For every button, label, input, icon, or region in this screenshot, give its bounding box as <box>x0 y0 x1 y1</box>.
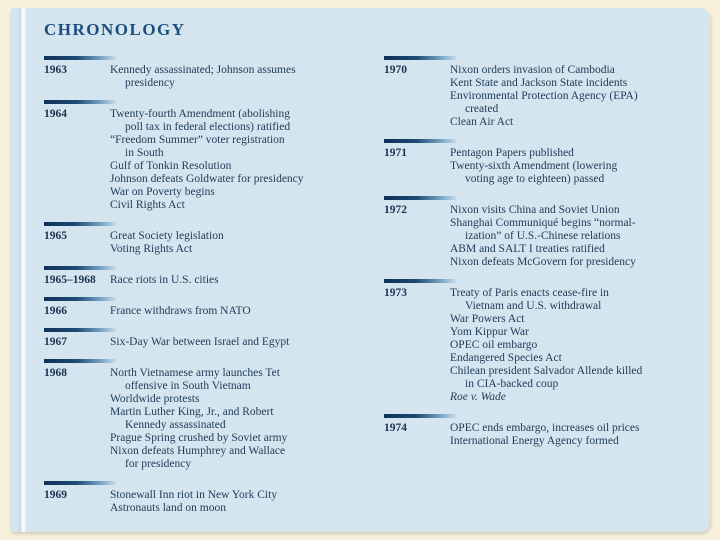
event-list <box>110 64 362 90</box>
event-list <box>450 287 699 404</box>
event-line: ization” of U.S.-Chinese relations <box>465 230 621 242</box>
timeline-entry <box>44 56 362 90</box>
event-line: Kent State and Jackson State incidents <box>450 77 628 89</box>
event-line: War Powers Act <box>450 313 525 325</box>
year-label: 1964 <box>44 108 67 120</box>
year-label: 1971 <box>384 147 407 159</box>
year-label: 1966 <box>44 305 67 317</box>
event-line: Gulf of Tonkin Resolution <box>110 160 232 172</box>
panel-content <box>44 20 696 524</box>
timeline-columns <box>44 56 696 525</box>
year-gradient-bar <box>44 359 116 363</box>
entry-row <box>44 274 362 287</box>
event-line: OPEC ends embargo, increases oil prices <box>450 422 640 434</box>
entry-row <box>44 230 362 256</box>
year-label: 1968 <box>44 367 67 379</box>
event-line: Stonewall Inn riot in New York City <box>110 489 278 501</box>
timeline-entry <box>44 222 362 256</box>
timeline-entry <box>44 481 362 515</box>
event-line: Roe v. Wade <box>450 391 506 403</box>
event-line: Twenty-fourth Amendment (abolishing <box>110 108 290 120</box>
timeline-column-left <box>44 56 362 525</box>
event-line: Nixon defeats McGovern for presidency <box>450 256 636 268</box>
event-line: North Vietnamese army launches Tet <box>110 367 280 379</box>
timeline-entry <box>44 297 362 318</box>
entry-row <box>384 204 699 269</box>
timeline-entry <box>384 279 699 404</box>
event-line: Environmental Protection Agency (EPA) <box>450 90 638 102</box>
event-line: Johnson defeats Goldwater for presidency <box>110 173 304 185</box>
event-line: Prague Spring crushed by Soviet army <box>110 432 288 444</box>
event-line: Nixon orders invasion of Cambodia <box>450 64 615 76</box>
year-label: 1970 <box>384 64 407 76</box>
year-label: 1965 <box>44 230 67 242</box>
event-list <box>450 204 699 269</box>
entry-row <box>384 422 699 448</box>
year-gradient-bar <box>384 56 456 60</box>
year-label: 1974 <box>384 422 407 434</box>
timeline-entry <box>384 196 699 269</box>
event-line: Worldwide protests <box>110 393 200 405</box>
year-gradient-bar <box>44 56 116 60</box>
event-line: Vietnam and U.S. withdrawal <box>465 300 602 312</box>
event-line: in CIA-backed coup <box>465 378 559 390</box>
entry-row <box>44 489 362 515</box>
event-list <box>450 147 699 186</box>
event-line: Nixon visits China and Soviet Union <box>450 204 620 216</box>
timeline-column-right <box>384 56 699 525</box>
event-line: Chilean president Salvador Allende killed <box>450 365 643 377</box>
event-line: Endangered Species Act <box>450 352 562 364</box>
year-label: 1972 <box>384 204 407 216</box>
year-gradient-bar <box>384 279 456 283</box>
entry-row <box>44 336 362 349</box>
entry-row <box>384 147 699 186</box>
page-title: CHRONOLOGY <box>44 20 186 39</box>
year-gradient-bar <box>384 414 456 418</box>
year-gradient-bar <box>384 139 456 143</box>
year-gradient-bar <box>384 196 456 200</box>
chronology-panel <box>10 8 710 532</box>
event-line: Astronauts land on moon <box>110 502 226 514</box>
timeline-entry <box>384 56 699 129</box>
year-label: 1973 <box>384 287 407 299</box>
event-line: Clean Air Act <box>450 116 514 128</box>
event-list <box>110 336 362 349</box>
year-gradient-bar <box>44 266 116 270</box>
event-list <box>110 230 362 256</box>
event-line: Great Society legislation <box>110 230 224 242</box>
event-line: Civil Rights Act <box>110 199 185 211</box>
timeline-entry <box>384 139 699 186</box>
event-list <box>110 108 362 212</box>
timeline-entry <box>44 266 362 287</box>
year-label: 1969 <box>44 489 67 501</box>
event-line: “Freedom Summer” voter registration <box>110 134 285 146</box>
event-line: Race riots in U.S. cities <box>110 274 219 286</box>
year-gradient-bar <box>44 481 116 485</box>
timeline-entry <box>384 414 699 448</box>
entry-row <box>384 64 699 129</box>
event-line: Treaty of Paris enacts cease-fire in <box>450 287 609 299</box>
event-list <box>450 64 699 129</box>
year-gradient-bar <box>44 297 116 301</box>
entry-row <box>44 64 362 90</box>
event-list <box>110 367 362 471</box>
timeline-entry <box>44 100 362 212</box>
event-list <box>450 422 699 448</box>
year-label: 1965–1968 <box>44 274 96 286</box>
year-gradient-bar <box>44 100 116 104</box>
event-line: poll tax in federal elections) ratified <box>125 121 291 133</box>
event-list <box>110 489 362 515</box>
event-line: Kennedy assassinated; Johnson assumes <box>110 64 296 76</box>
event-line: International Energy Agency formed <box>450 435 619 447</box>
event-line: War on Poverty begins <box>110 186 215 198</box>
year-label: 1963 <box>44 64 67 76</box>
event-line: Pentagon Papers published <box>450 147 574 159</box>
event-list <box>110 305 362 318</box>
event-line: voting age to eighteen) passed <box>465 173 605 185</box>
event-line: ABM and SALT I treaties ratified <box>450 243 605 255</box>
event-list <box>110 274 362 287</box>
event-line: Martin Luther King, Jr., and Robert <box>110 406 274 418</box>
year-label: 1967 <box>44 336 67 348</box>
event-line: Yom Kippur War <box>450 326 529 338</box>
event-line: France withdraws from NATO <box>110 305 251 317</box>
event-line: presidency <box>125 77 175 89</box>
event-line: Nixon defeats Humphrey and Wallace <box>110 445 286 457</box>
year-gradient-bar <box>44 222 116 226</box>
entry-row <box>44 305 362 318</box>
event-line: OPEC oil embargo <box>450 339 538 351</box>
event-line: offensive in South Vietnam <box>125 380 251 392</box>
entry-row <box>44 367 362 471</box>
event-line: Voting Rights Act <box>110 243 193 255</box>
page-left-highlight <box>19 8 27 532</box>
timeline-entry <box>44 359 362 471</box>
timeline-entry <box>44 328 362 349</box>
event-line: for presidency <box>125 458 192 470</box>
entry-row <box>384 287 699 404</box>
event-line: Kennedy assassinated <box>125 419 226 431</box>
event-line: Twenty-sixth Amendment (lowering <box>450 160 618 172</box>
event-line: Six-Day War between Israel and Egypt <box>110 336 290 348</box>
entry-row <box>44 108 362 212</box>
year-gradient-bar <box>44 328 116 332</box>
event-line: in South <box>125 147 164 159</box>
event-line: Shanghai Communiqué begins “normal- <box>450 217 636 229</box>
event-line: created <box>465 103 499 115</box>
